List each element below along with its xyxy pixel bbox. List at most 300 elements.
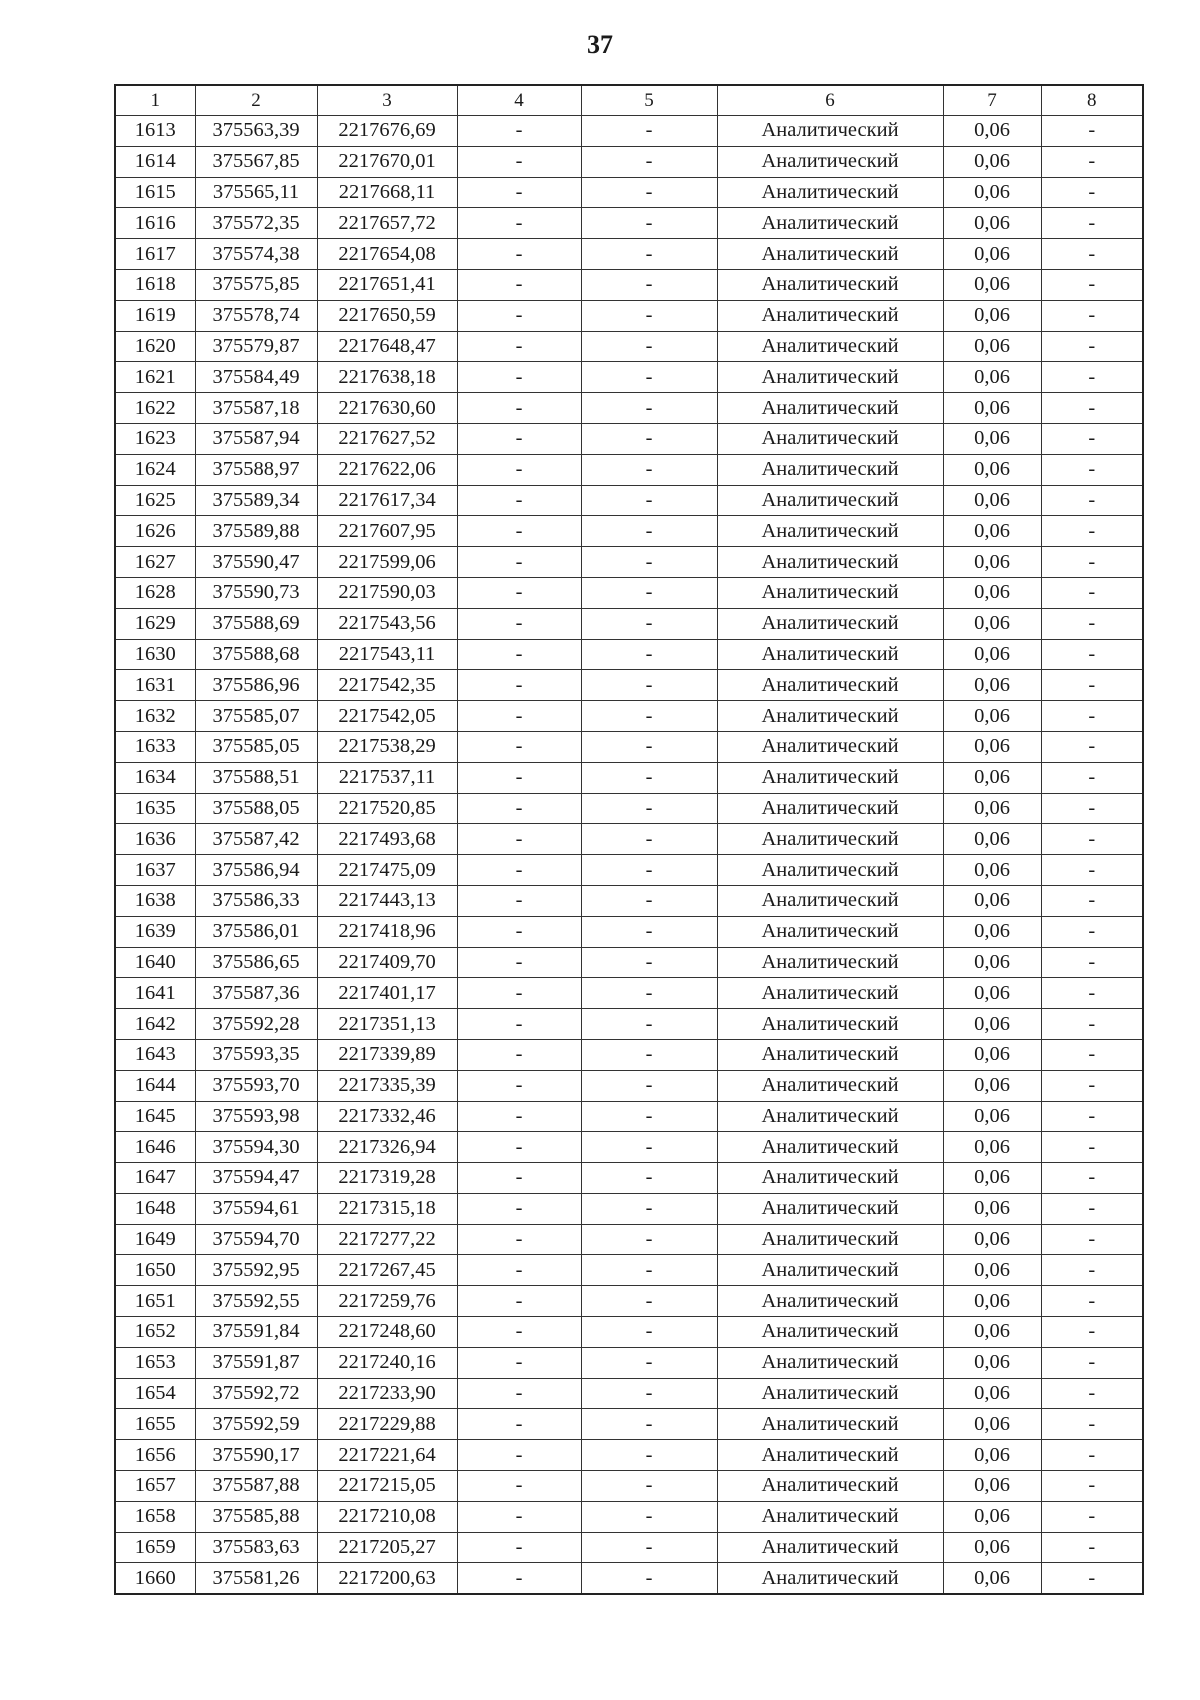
col8-cell: - (1041, 1163, 1143, 1194)
table-row (115, 423, 1143, 454)
table-row (115, 577, 1143, 608)
col4-cell: - (457, 1193, 581, 1224)
col5-cell: - (581, 1101, 717, 1132)
col8-cell: - (1041, 516, 1143, 547)
method-cell: Аналитический (717, 1163, 943, 1194)
row-number-cell: 1616 (115, 208, 195, 239)
table-row (115, 1532, 1143, 1563)
table-row (115, 1440, 1143, 1471)
col5-cell: - (581, 362, 717, 393)
error-cell: 0,06 (943, 208, 1041, 239)
table-row (115, 1563, 1143, 1594)
col5-cell: - (581, 1224, 717, 1255)
col4-cell: - (457, 670, 581, 701)
col8-cell: - (1041, 916, 1143, 947)
col5-cell: - (581, 978, 717, 1009)
x-coordinate-cell: 375581,26 (195, 1563, 317, 1594)
col4-cell: - (457, 608, 581, 639)
col5-cell: - (581, 146, 717, 177)
method-cell: Аналитический (717, 547, 943, 578)
col5-cell: - (581, 269, 717, 300)
col4-cell: - (457, 116, 581, 147)
col5-cell: - (581, 393, 717, 424)
table-header (115, 85, 1143, 116)
col4-cell: - (457, 701, 581, 732)
y-coordinate-cell: 2217210,08 (317, 1501, 457, 1532)
error-cell: 0,06 (943, 1163, 1041, 1194)
col5-cell: - (581, 1132, 717, 1163)
y-coordinate-cell: 2217670,01 (317, 146, 457, 177)
col4-cell: - (457, 1440, 581, 1471)
col8-cell: - (1041, 855, 1143, 886)
row-number-cell: 1653 (115, 1347, 195, 1378)
col5-cell: - (581, 516, 717, 547)
col8-cell: - (1041, 639, 1143, 670)
col4-cell: - (457, 1563, 581, 1594)
table-row (115, 146, 1143, 177)
method-cell: Аналитический (717, 454, 943, 485)
method-cell: Аналитический (717, 639, 943, 670)
error-cell: 0,06 (943, 824, 1041, 855)
col8-cell: - (1041, 793, 1143, 824)
method-cell: Аналитический (717, 1409, 943, 1440)
row-number-cell: 1632 (115, 701, 195, 732)
y-coordinate-cell: 2217520,85 (317, 793, 457, 824)
row-number-cell: 1623 (115, 423, 195, 454)
x-coordinate-cell: 375563,39 (195, 116, 317, 147)
col8-cell: - (1041, 1255, 1143, 1286)
table-row (115, 639, 1143, 670)
row-number-cell: 1626 (115, 516, 195, 547)
coordinates-table (114, 84, 1144, 1595)
row-number-cell: 1656 (115, 1440, 195, 1471)
row-number-cell: 1640 (115, 947, 195, 978)
col5-cell: - (581, 1009, 717, 1040)
method-cell: Аналитический (717, 1009, 943, 1040)
col8-cell: - (1041, 1070, 1143, 1101)
col4-cell: - (457, 1409, 581, 1440)
x-coordinate-cell: 375591,84 (195, 1317, 317, 1348)
col4-cell: - (457, 978, 581, 1009)
col5-cell: - (581, 1286, 717, 1317)
error-cell: 0,06 (943, 731, 1041, 762)
col4-cell: - (457, 393, 581, 424)
col4-cell: - (457, 1224, 581, 1255)
method-cell: Аналитический (717, 393, 943, 424)
row-number-cell: 1631 (115, 670, 195, 701)
error-cell: 0,06 (943, 608, 1041, 639)
y-coordinate-cell: 2217409,70 (317, 947, 457, 978)
y-coordinate-cell: 2217200,63 (317, 1563, 457, 1594)
x-coordinate-cell: 375593,70 (195, 1070, 317, 1101)
y-coordinate-cell: 2217627,52 (317, 423, 457, 454)
col5-cell: - (581, 547, 717, 578)
method-cell: Аналитический (717, 1440, 943, 1471)
column-header-5: 5 (581, 85, 717, 116)
row-number-cell: 1627 (115, 547, 195, 578)
table-row (115, 978, 1143, 1009)
method-cell: Аналитический (717, 1255, 943, 1286)
col4-cell: - (457, 362, 581, 393)
y-coordinate-cell: 2217542,05 (317, 701, 457, 732)
x-coordinate-cell: 375586,33 (195, 885, 317, 916)
row-number-cell: 1644 (115, 1070, 195, 1101)
error-cell: 0,06 (943, 1039, 1041, 1070)
col8-cell: - (1041, 1193, 1143, 1224)
col8-cell: - (1041, 1101, 1143, 1132)
col5-cell: - (581, 731, 717, 762)
x-coordinate-cell: 375565,11 (195, 177, 317, 208)
error-cell: 0,06 (943, 701, 1041, 732)
method-cell: Аналитический (717, 331, 943, 362)
row-number-cell: 1636 (115, 824, 195, 855)
y-coordinate-cell: 2217319,28 (317, 1163, 457, 1194)
row-number-cell: 1650 (115, 1255, 195, 1286)
col8-cell: - (1041, 208, 1143, 239)
col5-cell: - (581, 577, 717, 608)
col8-cell: - (1041, 1378, 1143, 1409)
x-coordinate-cell: 375588,51 (195, 762, 317, 793)
col4-cell: - (457, 731, 581, 762)
error-cell: 0,06 (943, 331, 1041, 362)
error-cell: 0,06 (943, 1255, 1041, 1286)
x-coordinate-cell: 375587,18 (195, 393, 317, 424)
col4-cell: - (457, 300, 581, 331)
col4-cell: - (457, 1347, 581, 1378)
y-coordinate-cell: 2217267,45 (317, 1255, 457, 1286)
row-number-cell: 1621 (115, 362, 195, 393)
method-cell: Аналитический (717, 1039, 943, 1070)
x-coordinate-cell: 375592,55 (195, 1286, 317, 1317)
table-row (115, 300, 1143, 331)
method-cell: Аналитический (717, 1563, 943, 1594)
col8-cell: - (1041, 1532, 1143, 1563)
error-cell: 0,06 (943, 1070, 1041, 1101)
row-number-cell: 1658 (115, 1501, 195, 1532)
row-number-cell: 1654 (115, 1378, 195, 1409)
error-cell: 0,06 (943, 300, 1041, 331)
col4-cell: - (457, 1009, 581, 1040)
table-row (115, 1501, 1143, 1532)
x-coordinate-cell: 375574,38 (195, 239, 317, 270)
table-row (115, 454, 1143, 485)
column-header-7: 7 (943, 85, 1041, 116)
table-row (115, 1378, 1143, 1409)
x-coordinate-cell: 375584,49 (195, 362, 317, 393)
table-body (115, 116, 1143, 1595)
col8-cell: - (1041, 608, 1143, 639)
row-number-cell: 1629 (115, 608, 195, 639)
method-cell: Аналитический (717, 577, 943, 608)
col4-cell: - (457, 947, 581, 978)
error-cell: 0,06 (943, 1409, 1041, 1440)
y-coordinate-cell: 2217648,47 (317, 331, 457, 362)
col4-cell: - (457, 885, 581, 916)
col5-cell: - (581, 1409, 717, 1440)
method-cell: Аналитический (717, 608, 943, 639)
error-cell: 0,06 (943, 116, 1041, 147)
error-cell: 0,06 (943, 485, 1041, 516)
y-coordinate-cell: 2217622,06 (317, 454, 457, 485)
column-header-1: 1 (115, 85, 195, 116)
col4-cell: - (457, 177, 581, 208)
row-number-cell: 1613 (115, 116, 195, 147)
col8-cell: - (1041, 1009, 1143, 1040)
row-number-cell: 1634 (115, 762, 195, 793)
col4-cell: - (457, 639, 581, 670)
method-cell: Аналитический (717, 269, 943, 300)
col5-cell: - (581, 1378, 717, 1409)
row-number-cell: 1617 (115, 239, 195, 270)
col8-cell: - (1041, 331, 1143, 362)
col5-cell: - (581, 793, 717, 824)
table-row (115, 608, 1143, 639)
table-row (115, 855, 1143, 886)
col8-cell: - (1041, 947, 1143, 978)
table-row (115, 1286, 1143, 1317)
table-row (115, 1163, 1143, 1194)
x-coordinate-cell: 375591,87 (195, 1347, 317, 1378)
col4-cell: - (457, 239, 581, 270)
row-number-cell: 1622 (115, 393, 195, 424)
row-number-cell: 1641 (115, 978, 195, 1009)
x-coordinate-cell: 375578,74 (195, 300, 317, 331)
method-cell: Аналитический (717, 177, 943, 208)
table-row (115, 177, 1143, 208)
y-coordinate-cell: 2217259,76 (317, 1286, 457, 1317)
row-number-cell: 1646 (115, 1132, 195, 1163)
col4-cell: - (457, 1471, 581, 1502)
col8-cell: - (1041, 577, 1143, 608)
col8-cell: - (1041, 116, 1143, 147)
col8-cell: - (1041, 762, 1143, 793)
col8-cell: - (1041, 670, 1143, 701)
error-cell: 0,06 (943, 269, 1041, 300)
x-coordinate-cell: 375586,65 (195, 947, 317, 978)
table-row (115, 885, 1143, 916)
y-coordinate-cell: 2217339,89 (317, 1039, 457, 1070)
col8-cell: - (1041, 300, 1143, 331)
error-cell: 0,06 (943, 547, 1041, 578)
x-coordinate-cell: 375594,47 (195, 1163, 317, 1194)
y-coordinate-cell: 2217538,29 (317, 731, 457, 762)
y-coordinate-cell: 2217590,03 (317, 577, 457, 608)
table-row (115, 239, 1143, 270)
method-cell: Аналитический (717, 1132, 943, 1163)
col4-cell: - (457, 1132, 581, 1163)
col8-cell: - (1041, 1286, 1143, 1317)
col5-cell: - (581, 916, 717, 947)
col4-cell: - (457, 1317, 581, 1348)
row-number-cell: 1651 (115, 1286, 195, 1317)
method-cell: Аналитический (717, 1224, 943, 1255)
y-coordinate-cell: 2217638,18 (317, 362, 457, 393)
x-coordinate-cell: 375588,68 (195, 639, 317, 670)
error-cell: 0,06 (943, 1224, 1041, 1255)
table-row (115, 793, 1143, 824)
error-cell: 0,06 (943, 1347, 1041, 1378)
method-cell: Аналитический (717, 762, 943, 793)
x-coordinate-cell: 375567,85 (195, 146, 317, 177)
column-header-3: 3 (317, 85, 457, 116)
y-coordinate-cell: 2217630,60 (317, 393, 457, 424)
col8-cell: - (1041, 362, 1143, 393)
method-cell: Аналитический (717, 300, 943, 331)
method-cell: Аналитический (717, 116, 943, 147)
error-cell: 0,06 (943, 762, 1041, 793)
method-cell: Аналитический (717, 1378, 943, 1409)
col5-cell: - (581, 1039, 717, 1070)
col8-cell: - (1041, 1409, 1143, 1440)
x-coordinate-cell: 375585,88 (195, 1501, 317, 1532)
row-number-cell: 1615 (115, 177, 195, 208)
col4-cell: - (457, 454, 581, 485)
table-row (115, 485, 1143, 516)
table-row (115, 362, 1143, 393)
error-cell: 0,06 (943, 793, 1041, 824)
y-coordinate-cell: 2217676,69 (317, 116, 457, 147)
table-row (115, 1409, 1143, 1440)
page-number: 37 (587, 30, 613, 59)
method-cell: Аналитический (717, 731, 943, 762)
col8-cell: - (1041, 978, 1143, 1009)
row-number-cell: 1628 (115, 577, 195, 608)
table-row (115, 1070, 1143, 1101)
col8-cell: - (1041, 1224, 1143, 1255)
col5-cell: - (581, 947, 717, 978)
row-number-cell: 1649 (115, 1224, 195, 1255)
table-row (115, 269, 1143, 300)
y-coordinate-cell: 2217607,95 (317, 516, 457, 547)
method-cell: Аналитический (717, 793, 943, 824)
table-row (115, 116, 1143, 147)
col5-cell: - (581, 1255, 717, 1286)
method-cell: Аналитический (717, 516, 943, 547)
col5-cell: - (581, 208, 717, 239)
method-cell: Аналитический (717, 670, 943, 701)
col4-cell: - (457, 1532, 581, 1563)
table-row (115, 824, 1143, 855)
col4-cell: - (457, 577, 581, 608)
col4-cell: - (457, 423, 581, 454)
row-number-cell: 1648 (115, 1193, 195, 1224)
row-number-cell: 1637 (115, 855, 195, 886)
column-header-4: 4 (457, 85, 581, 116)
row-number-cell: 1657 (115, 1471, 195, 1502)
y-coordinate-cell: 2217351,13 (317, 1009, 457, 1040)
col5-cell: - (581, 1471, 717, 1502)
error-cell: 0,06 (943, 393, 1041, 424)
y-coordinate-cell: 2217493,68 (317, 824, 457, 855)
method-cell: Аналитический (717, 423, 943, 454)
x-coordinate-cell: 375586,94 (195, 855, 317, 886)
error-cell: 0,06 (943, 1101, 1041, 1132)
x-coordinate-cell: 375592,28 (195, 1009, 317, 1040)
x-coordinate-cell: 375575,85 (195, 269, 317, 300)
table-row (115, 547, 1143, 578)
col5-cell: - (581, 300, 717, 331)
x-coordinate-cell: 375586,96 (195, 670, 317, 701)
x-coordinate-cell: 375590,47 (195, 547, 317, 578)
x-coordinate-cell: 375594,30 (195, 1132, 317, 1163)
error-cell: 0,06 (943, 454, 1041, 485)
col5-cell: - (581, 855, 717, 886)
row-number-cell: 1655 (115, 1409, 195, 1440)
method-cell: Аналитический (717, 947, 943, 978)
col5-cell: - (581, 454, 717, 485)
col4-cell: - (457, 331, 581, 362)
col4-cell: - (457, 916, 581, 947)
table-row (115, 762, 1143, 793)
col5-cell: - (581, 1317, 717, 1348)
row-number-cell: 1638 (115, 885, 195, 916)
col4-cell: - (457, 793, 581, 824)
table-row (115, 1471, 1143, 1502)
error-cell: 0,06 (943, 855, 1041, 886)
x-coordinate-cell: 375588,05 (195, 793, 317, 824)
col5-cell: - (581, 1193, 717, 1224)
x-coordinate-cell: 375585,05 (195, 731, 317, 762)
col5-cell: - (581, 1501, 717, 1532)
method-cell: Аналитический (717, 1501, 943, 1532)
method-cell: Аналитический (717, 146, 943, 177)
col5-cell: - (581, 762, 717, 793)
table-row (115, 331, 1143, 362)
y-coordinate-cell: 2217215,05 (317, 1471, 457, 1502)
y-coordinate-cell: 2217248,60 (317, 1317, 457, 1348)
column-header-2: 2 (195, 85, 317, 116)
table-row (115, 701, 1143, 732)
y-coordinate-cell: 2217657,72 (317, 208, 457, 239)
col5-cell: - (581, 670, 717, 701)
table-row (115, 1255, 1143, 1286)
y-coordinate-cell: 2217277,22 (317, 1224, 457, 1255)
col4-cell: - (457, 824, 581, 855)
col8-cell: - (1041, 146, 1143, 177)
y-coordinate-cell: 2217543,11 (317, 639, 457, 670)
method-cell: Аналитический (717, 485, 943, 516)
col8-cell: - (1041, 393, 1143, 424)
col4-cell: - (457, 1286, 581, 1317)
error-cell: 0,06 (943, 146, 1041, 177)
x-coordinate-cell: 375587,88 (195, 1471, 317, 1502)
error-cell: 0,06 (943, 1193, 1041, 1224)
method-cell: Аналитический (717, 916, 943, 947)
x-coordinate-cell: 375583,63 (195, 1532, 317, 1563)
col4-cell: - (457, 208, 581, 239)
row-number-cell: 1630 (115, 639, 195, 670)
col4-cell: - (457, 1163, 581, 1194)
x-coordinate-cell: 375587,36 (195, 978, 317, 1009)
y-coordinate-cell: 2217233,90 (317, 1378, 457, 1409)
col8-cell: - (1041, 177, 1143, 208)
row-number-cell: 1639 (115, 916, 195, 947)
table-row (115, 1193, 1143, 1224)
col5-cell: - (581, 1532, 717, 1563)
col8-cell: - (1041, 1563, 1143, 1594)
table-row (115, 1347, 1143, 1378)
error-cell: 0,06 (943, 1009, 1041, 1040)
method-cell: Аналитический (717, 701, 943, 732)
row-number-cell: 1620 (115, 331, 195, 362)
col5-cell: - (581, 1163, 717, 1194)
error-cell: 0,06 (943, 916, 1041, 947)
y-coordinate-cell: 2217654,08 (317, 239, 457, 270)
col4-cell: - (457, 516, 581, 547)
y-coordinate-cell: 2217617,34 (317, 485, 457, 516)
row-number-cell: 1618 (115, 269, 195, 300)
method-cell: Аналитический (717, 239, 943, 270)
